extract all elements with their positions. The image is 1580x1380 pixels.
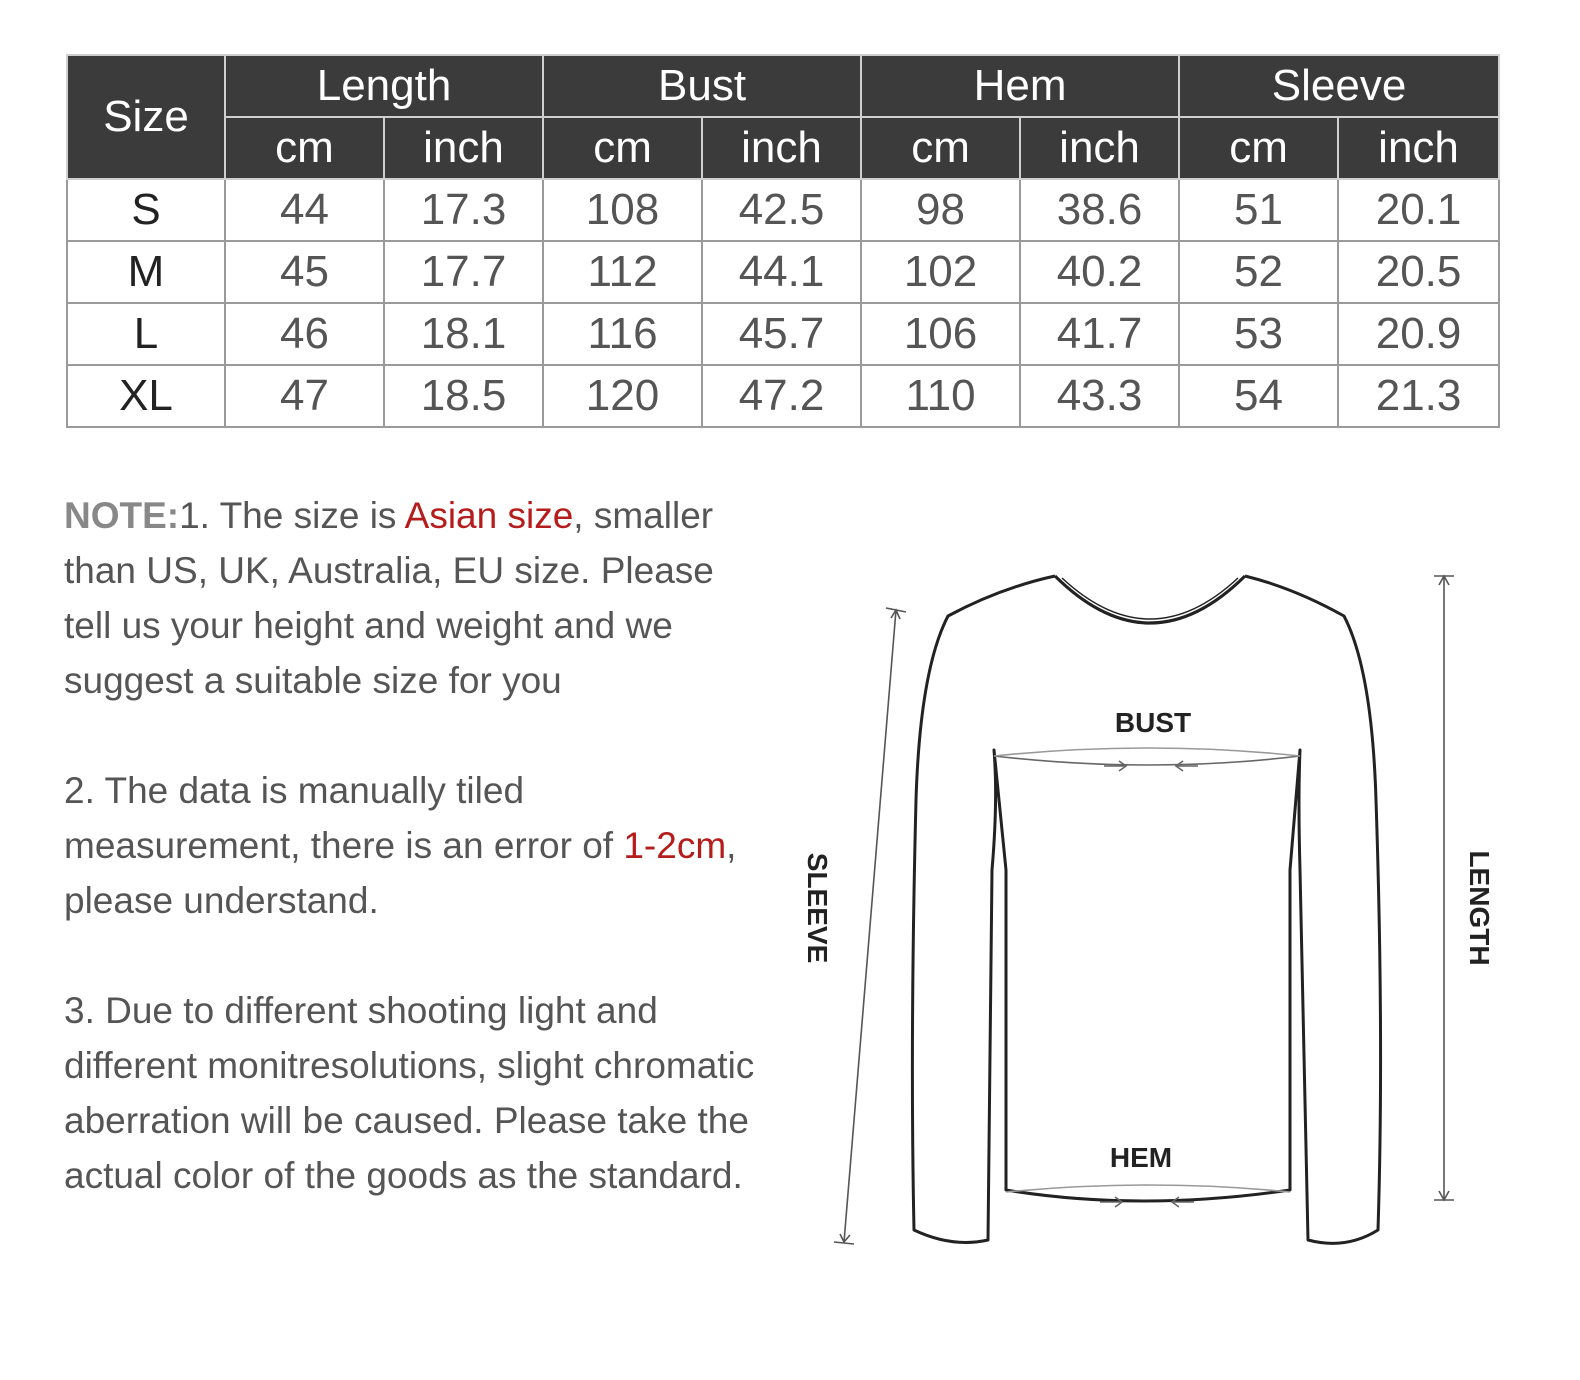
size-notes: [64, 488, 764, 1258]
bust-cm-cell: 120: [543, 365, 702, 427]
bust-group-header: Bust: [543, 55, 861, 117]
note-2-text-start: 2. The data is manually tiled measurement, there is an error of: [64, 770, 624, 866]
note-label: NOTE:: [64, 495, 180, 536]
bust-measure-line: [994, 748, 1300, 771]
length-inch-cell: 17.3: [384, 179, 543, 241]
bust-label: BUST: [1114, 707, 1192, 738]
unit-header-cm: cm: [543, 117, 702, 179]
length-label: LENGTH: [1464, 850, 1495, 966]
bust-cm-cell: 108: [543, 179, 702, 241]
unit-header-inch: inch: [1020, 117, 1179, 179]
table-group-header-row: [67, 55, 1499, 117]
hem-group-header: Hem: [861, 55, 1179, 117]
table-unit-header-row: [67, 117, 1499, 179]
length-inch-cell: 17.7: [384, 241, 543, 303]
hem-cm-cell: 102: [861, 241, 1020, 303]
bust-cm-cell: 112: [543, 241, 702, 303]
sleeve-cm-cell: 52: [1179, 241, 1338, 303]
size-cell: L: [67, 303, 225, 365]
hem-inch-cell: 41.7: [1020, 303, 1179, 365]
length-measure-line: [1434, 576, 1454, 1200]
sleeve-measure-line: [834, 608, 906, 1244]
hem-label: HEM: [1109, 1142, 1173, 1173]
sleeve-cm-cell: 54: [1179, 365, 1338, 427]
length-inch-cell: 18.1: [384, 303, 543, 365]
note-1: [64, 488, 764, 708]
shirt-measurement-diagram: [780, 540, 1560, 1280]
table-row: [67, 241, 1499, 303]
bust-inch-cell: 47.2: [702, 365, 861, 427]
unit-header-cm: cm: [861, 117, 1020, 179]
hem-inch-cell: 40.2: [1020, 241, 1179, 303]
unit-header-inch: inch: [384, 117, 543, 179]
sleeve-group-header: Sleeve: [1179, 55, 1499, 117]
hem-cm-cell: 110: [861, 365, 1020, 427]
sleeve-inch-cell: 20.9: [1338, 303, 1499, 365]
error-range-highlight: 1-2cm: [623, 825, 727, 866]
size-cell: XL: [67, 365, 225, 427]
bust-cm-cell: 116: [543, 303, 702, 365]
sleeve-inch-cell: 20.5: [1338, 241, 1499, 303]
hem-inch-cell: 38.6: [1020, 179, 1179, 241]
size-column-header: Size: [67, 55, 225, 179]
table-row: [67, 303, 1499, 365]
sleeve-cm-cell: 53: [1179, 303, 1338, 365]
note-2: [64, 763, 764, 928]
length-group-header: Length: [225, 55, 543, 117]
size-cell: S: [67, 179, 225, 241]
bust-inch-cell: 42.5: [702, 179, 861, 241]
unit-header-cm: cm: [1179, 117, 1338, 179]
note-2-text-end: , please understand.: [64, 825, 737, 921]
unit-header-inch: inch: [702, 117, 861, 179]
unit-header-cm: cm: [225, 117, 384, 179]
sleeve-inch-cell: 20.1: [1338, 179, 1499, 241]
hem-inch-cell: 43.3: [1020, 365, 1179, 427]
bust-inch-cell: 45.7: [702, 303, 861, 365]
sleeve-inch-cell: 21.3: [1338, 365, 1499, 427]
sleeve-label: SLEEVE: [802, 852, 833, 964]
length-cm-cell: 45: [225, 241, 384, 303]
asian-size-highlight: Asian size: [404, 495, 574, 536]
hem-cm-cell: 98: [861, 179, 1020, 241]
length-cm-cell: 46: [225, 303, 384, 365]
table-row: [67, 365, 1499, 427]
hem-cm-cell: 106: [861, 303, 1020, 365]
note-1-text-end: , smaller than US, UK, Australia, EU size. Please tell us your height and weight and we suggest a suitable size for you: [64, 495, 714, 701]
sleeve-cm-cell: 51: [1179, 179, 1338, 241]
length-inch-cell: 18.5: [384, 365, 543, 427]
size-chart-table: [66, 54, 1500, 428]
unit-header-inch: inch: [1338, 117, 1499, 179]
bust-inch-cell: 44.1: [702, 241, 861, 303]
note-1-text-start: 1. The size is: [179, 495, 405, 536]
table-row: [67, 179, 1499, 241]
length-cm-cell: 44: [225, 179, 384, 241]
note-3: 3. Due to different shooting light and different monitresolutions, slight chromatic aberration will be caused. Please take the actual color of the goods as the standard.: [64, 990, 755, 1196]
length-cm-cell: 47: [225, 365, 384, 427]
size-cell: M: [67, 241, 225, 303]
